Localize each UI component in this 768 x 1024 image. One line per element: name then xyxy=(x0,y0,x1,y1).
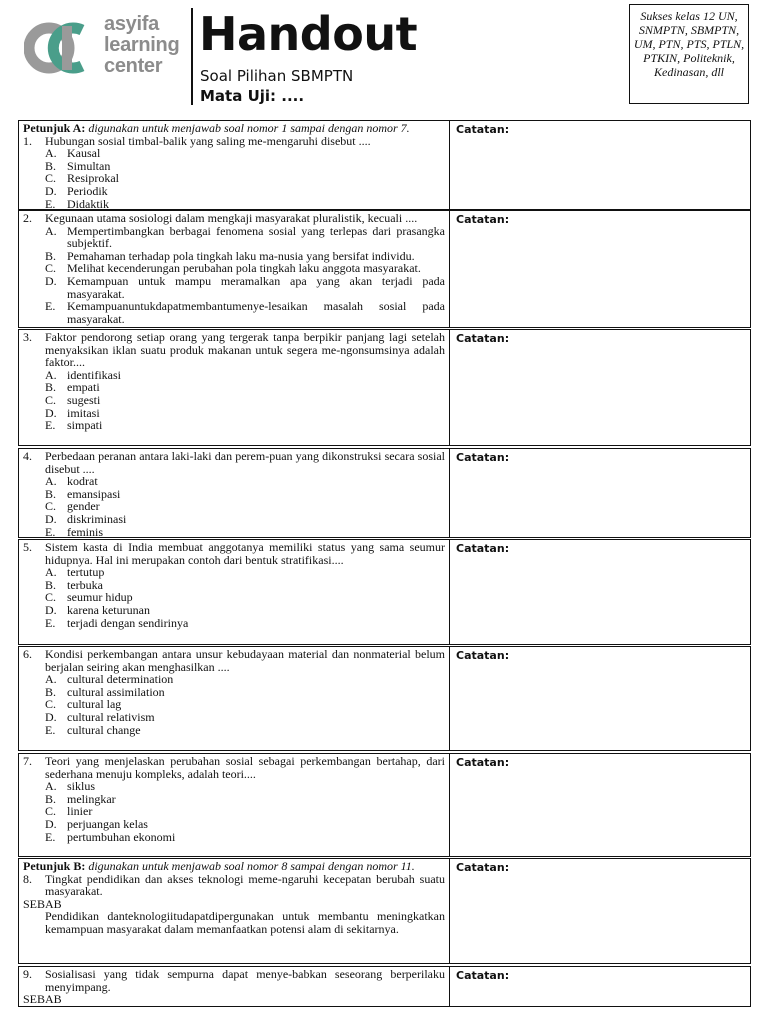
option: C. linier xyxy=(45,804,93,819)
question-7: 7. Teori yang menjelaskan perubahan sosial sebagai perkembangan bertahap, dari sederhana menuju kompleks, adalah teori.... xyxy=(23,754,445,781)
page-title: Handout xyxy=(199,7,418,61)
question-block-9 xyxy=(18,966,751,1007)
option: C. seumur hidup xyxy=(45,590,133,605)
question-column xyxy=(19,121,449,209)
option: B. melingkar xyxy=(45,791,116,806)
question-4: 4. Perbedaan peranan antara laki-laki dan perem-puan yang dikonstruksi secara sosial disebut .... xyxy=(23,449,445,476)
question-column xyxy=(19,647,449,750)
sebab-label: SEBAB xyxy=(23,992,62,1007)
option: B. Simultan xyxy=(45,158,111,173)
question-3: 3. Faktor pendorong setiap orang yang tergerak tanpa berpikir panjang lagi setelah menyaksikan iklan suatu produk makanan untuk segera me-ngonsumsinya adalah faktor.... xyxy=(23,330,445,370)
option: C. cultural lag xyxy=(45,697,122,712)
notes-column: Catatan: xyxy=(449,121,750,209)
option: A. Kausal xyxy=(45,146,101,161)
header-divider xyxy=(191,8,193,105)
sebab-label: SEBAB xyxy=(23,896,62,911)
question-column xyxy=(19,754,449,856)
question-block-6 xyxy=(18,646,751,751)
logo-line-3: center xyxy=(104,55,163,77)
question-8: 8. Tingkat pendidikan dan akses teknologi meme-ngaruhi kecepatan berubah suatu masyarakat. xyxy=(23,871,445,899)
page-header xyxy=(0,0,768,115)
page-subtitle: Soal Pilihan SBMPTN xyxy=(200,67,354,85)
option: D. Kemampuan untuk mampu meramalkan apa yang akan terjadi pada masyarakat. xyxy=(45,273,445,301)
question-block-8 xyxy=(18,858,751,964)
notes-column: Catatan: xyxy=(449,211,750,327)
question-column xyxy=(19,330,449,445)
logo-ac-icon xyxy=(24,12,104,84)
asyifa-logo xyxy=(24,12,189,84)
question-block-5 xyxy=(18,539,751,645)
option: C. gender xyxy=(45,499,100,514)
question-column xyxy=(19,211,449,327)
notes-column: Catatan: xyxy=(449,754,750,856)
question-9: 9. Sosialisasi yang tidak sempurna dapat menye-babkan seseorang berperilaku menyimpang. xyxy=(23,967,445,994)
question-block-2 xyxy=(18,210,751,328)
success-box: Sukses kelas 12 UN, SNMPTN, SBMPTN, UM, PTN, PTS, PTLN, PTKIN, Politeknik, Kedinasan, dll xyxy=(629,4,749,104)
option: A. siklus xyxy=(45,779,96,794)
option: B. emansipasi xyxy=(45,486,121,501)
option: B. Pemahaman terhadap pola tingkah laku ma-nusia yang bersifat individu. xyxy=(45,248,415,263)
option: A. kodrat xyxy=(45,474,98,489)
question-block-1 xyxy=(18,120,751,210)
option: B. terbuka xyxy=(45,577,103,592)
reason-text: Pendidikan danteknologiitudapatdipergunakan untuk membantu meningkatkan kemampuan masyarakat dalam memanfaatkan potensi alam di sekitarnya. xyxy=(45,909,445,936)
option: D. Periodik xyxy=(45,183,108,198)
question-column xyxy=(19,449,449,537)
option: C. sugesti xyxy=(45,392,101,407)
question-column xyxy=(19,540,449,644)
notes-column: Catatan: xyxy=(449,859,750,963)
option: C. Resiprokal xyxy=(45,171,119,186)
option: D. karena keturunan xyxy=(45,602,150,617)
instruction-b: Petunjuk B: digunakan untuk menjawab soal nomor 8 sampai dengan nomor 11. xyxy=(23,859,415,873)
option: E. Didaktik xyxy=(45,196,109,211)
option: E. Kemampuanuntukdapatmembantumenye-lesaikan masalah sosial pada masyarakat. xyxy=(45,299,445,326)
question-1: 1. Hubungan sosial timbal-balik yang saling me-mengaruhi disebut .... xyxy=(23,133,371,148)
option: E. cultural change xyxy=(45,722,141,737)
option: D. diskriminasi xyxy=(45,511,127,526)
option: E. feminis xyxy=(45,524,103,539)
notes-column: Catatan: xyxy=(449,449,750,537)
notes-column: Catatan: xyxy=(449,647,750,750)
notes-column: Catatan: xyxy=(449,967,750,1006)
question-5: 5. Sistem kasta di India membuat anggotanya memiliki status yang sama seumur hidupnya. Hal ini merupakan contoh dari bentuk stratifikasi.... xyxy=(23,540,445,567)
option: A. Mempertimbangkan berbagai fenomena sosial yang terlepas dari prasangka subjektif. xyxy=(45,223,445,251)
notes-column: Catatan: xyxy=(449,330,750,445)
option: E. simpati xyxy=(45,418,103,433)
option: D. imitasi xyxy=(45,405,100,420)
option: E. terjadi dengan sendirinya xyxy=(45,615,189,630)
question-block-7 xyxy=(18,753,751,857)
subject-label: Mata Uji: .... xyxy=(200,87,305,105)
logo-line-2: learning xyxy=(104,34,180,56)
option: D. cultural relativism xyxy=(45,709,155,724)
option: B. cultural assimilation xyxy=(45,684,165,699)
instruction-a: Petunjuk A: digunakan untuk menjawab soal nomor 1 sampai dengan nomor 7. xyxy=(23,121,410,135)
question-6: 6. Kondisi perkembangan antara unsur kebudayaan material dan nonmaterial belum berjalan seiring akan menghasilkan .... xyxy=(23,647,445,674)
question-block-4 xyxy=(18,448,751,538)
option: A. cultural determination xyxy=(45,672,174,687)
question-block-3 xyxy=(18,329,751,446)
option: E. pertumbuhan ekonomi xyxy=(45,829,176,844)
option: C. Melihat kecenderungan perubahan pola tingkah laku anggota masyarakat. xyxy=(45,261,421,276)
logo-line-1: asyifa xyxy=(104,13,159,35)
option: B. empati xyxy=(45,380,100,395)
question-2: 2. Kegunaan utama sosiologi dalam mengkaji masyarakat pluralistik, kecuali .... xyxy=(23,211,418,225)
question-column xyxy=(19,859,449,963)
option: D. perjuangan kelas xyxy=(45,816,148,831)
option: A. tertutup xyxy=(45,565,105,580)
question-column xyxy=(19,967,449,1006)
logo-text xyxy=(104,14,179,77)
option: A. identifikasi xyxy=(45,367,121,382)
notes-column: Catatan: xyxy=(449,540,750,644)
